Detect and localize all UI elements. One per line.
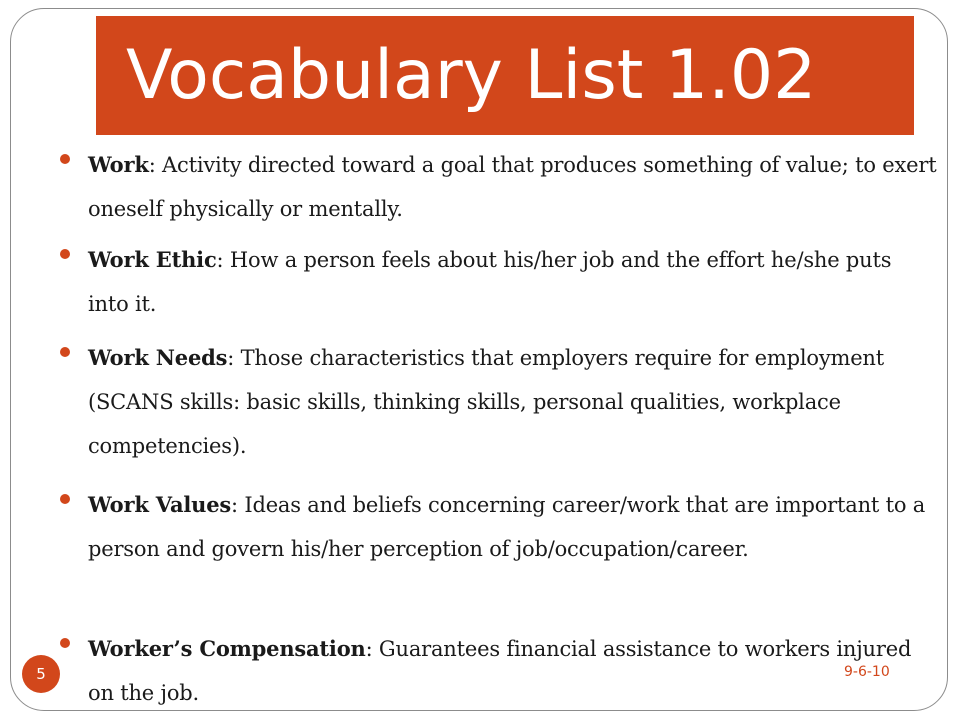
bullet-icon xyxy=(60,347,70,357)
list-item-text xyxy=(88,336,938,468)
list-item xyxy=(88,627,938,715)
term: Worker’s Compensation xyxy=(88,636,366,661)
list-item-text xyxy=(88,143,938,231)
list-item xyxy=(88,143,938,231)
bullet-icon xyxy=(60,154,70,164)
list-item xyxy=(88,483,938,571)
slide-title-text: Vocabulary List 1.02 xyxy=(126,35,817,115)
term: Work xyxy=(88,152,149,177)
slide-date: 9-6-10 xyxy=(844,664,890,680)
term: Work Values xyxy=(88,492,232,517)
list-item xyxy=(88,238,938,326)
bullet-icon xyxy=(60,494,70,504)
slide-number-badge xyxy=(22,655,60,693)
slide-number: 5 xyxy=(36,665,46,683)
list-item xyxy=(88,336,938,468)
definition: : Ideas and beliefs concerning career/work that are important to a person and govern his/her perception of job/occupation/career. xyxy=(88,493,926,561)
bullet-icon xyxy=(60,249,70,259)
term: Work Ethic xyxy=(88,247,217,272)
bullet-icon xyxy=(60,638,70,648)
definition: : How a person feels about his/her job and the effort he/she puts into it. xyxy=(88,248,892,316)
term: Work Needs xyxy=(88,345,228,370)
list-item-text xyxy=(88,238,938,326)
list-item-text xyxy=(88,627,938,715)
definition: : Those characteristics that employers require for employment (SCANS skills: basic skills, thinking skills, personal qualities, workplace competencies). xyxy=(88,346,884,458)
definition: : Guarantees financial assistance to workers injured on the job. xyxy=(88,637,912,705)
definition: : Activity directed toward a goal that produces something of value; to exert oneself physically or mentally. xyxy=(88,153,937,221)
list-item-text xyxy=(88,483,938,571)
